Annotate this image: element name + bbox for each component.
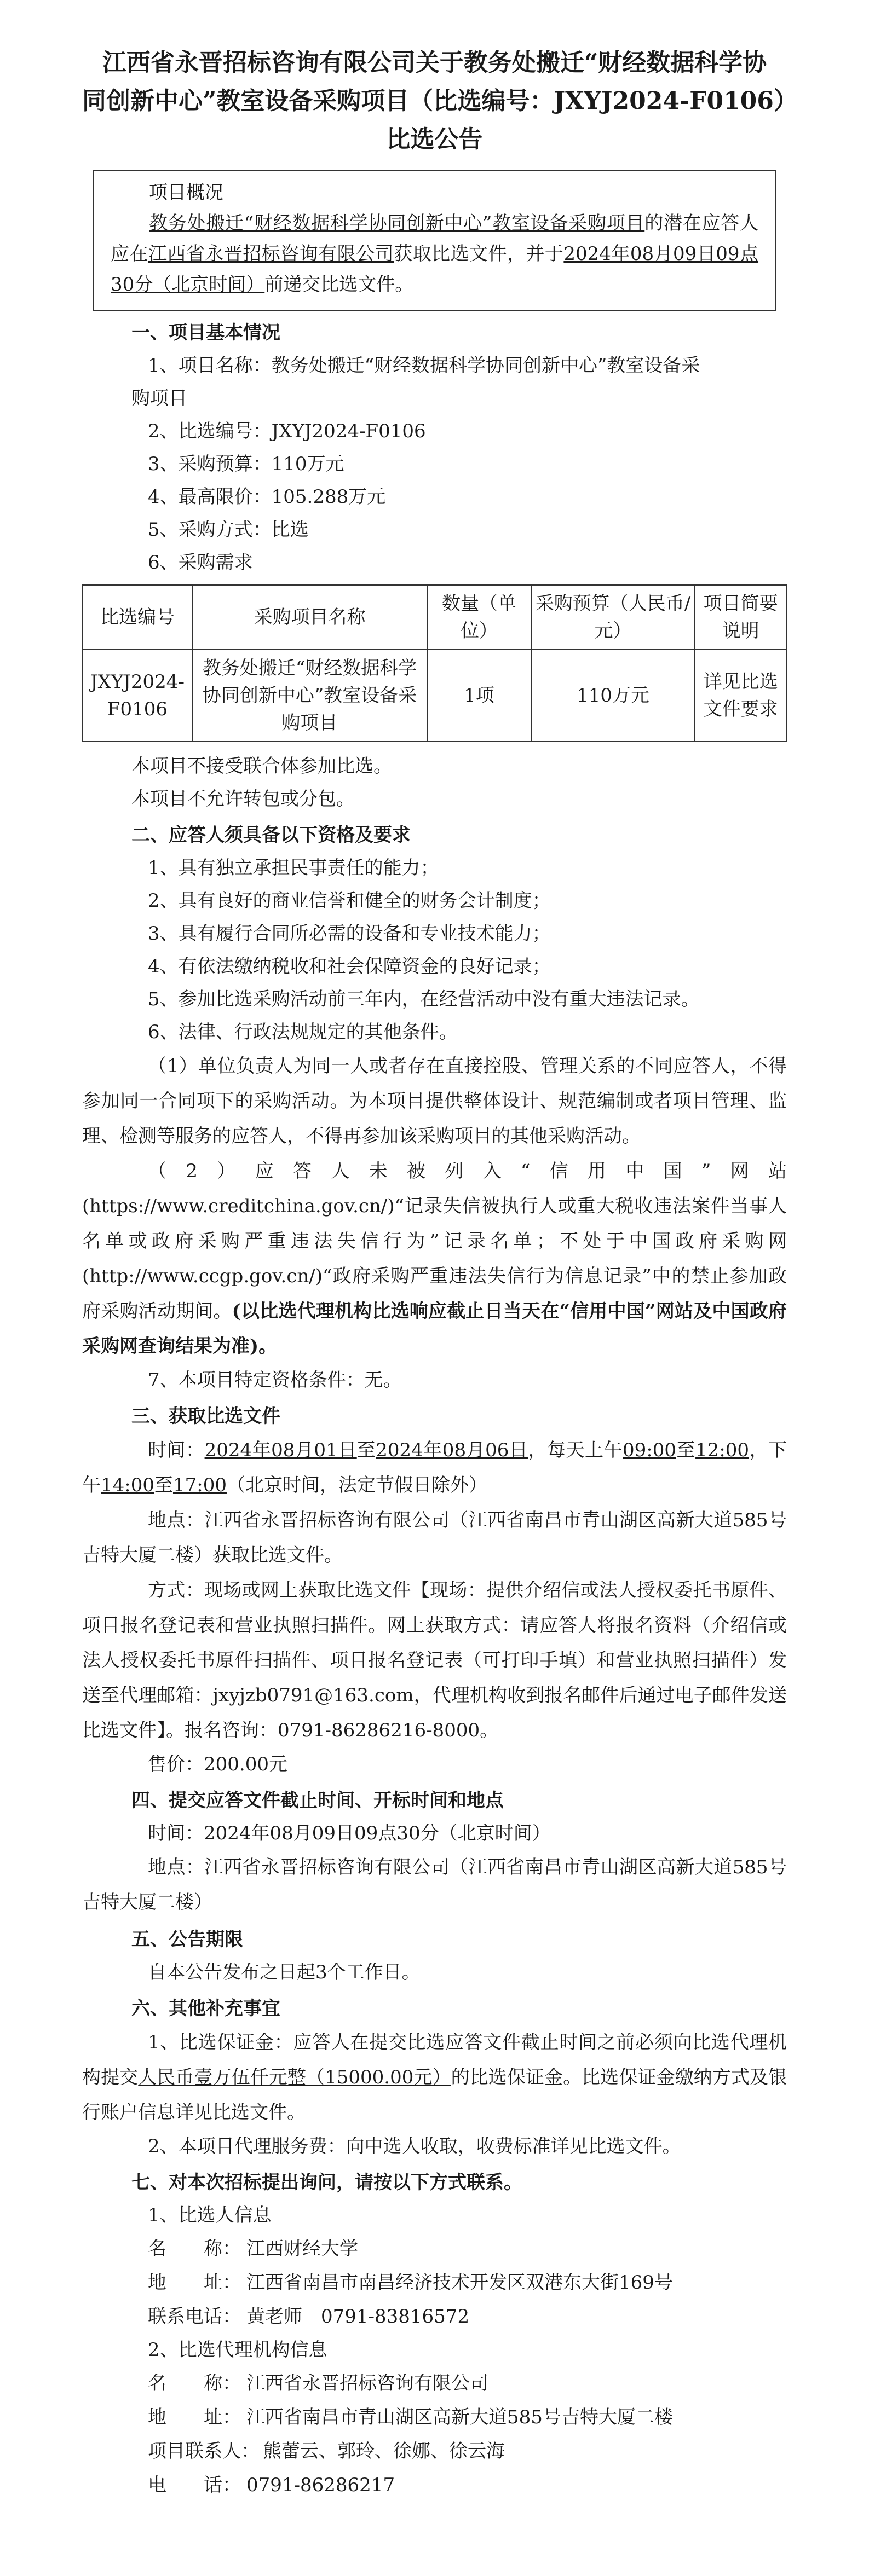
overview-deadline: 2024年08月09日09点30分（北京时间） [111,243,759,296]
document-price: 售价：200.00元 [148,1753,287,1775]
section-4-heading: 四、提交应答文件截止时间、开标时间和地点 [131,1790,504,1811]
deposit-text: 1、比选保证金：应答人在提交比选应答文件截止时间之前必须向比选代理机构提交 [82,2031,787,2088]
morning-end: 12:00 [695,1439,750,1461]
label: 项目联系人： [148,2440,260,2462]
label: 名 称： [148,2372,241,2394]
agency-phone: 0791-86286217 [246,2474,395,2496]
note-no-consortium: 本项目不接受联合体参加比选。 [131,755,392,777]
start-date: 2024年08月01日 [204,1439,357,1461]
obtain-time [82,1433,787,1503]
overview-text-part: 前递交比选文件。 [264,274,414,296]
time-note: （北京时间，法定节假日除外） [226,1474,487,1496]
qualification-2: 2、具有良好的商业信誉和健全的财务会计制度； [148,890,551,912]
deposit-clause [82,2025,787,2130]
table-header: 采购预算（人民币/元） [531,585,695,650]
afternoon-start: 14:00 [101,1474,154,1496]
procurement-table [82,584,787,742]
agency-contacts: 熊蕾云、郭玲、徐娜、徐云海 [263,2440,505,2462]
section-5-heading: 五、公告期限 [131,1929,243,1950]
qualification-clause-2 [82,1154,787,1364]
morning-start: 09:00 [623,1439,676,1461]
afternoon-label: ，下午 [82,1439,787,1496]
section-1-heading: 一、项目基本情况 [131,322,280,344]
procurement-method: 5、采购方式：比选 [148,519,309,541]
qualification-3: 3、具有履行合同所必需的设备和专业技术能力； [148,923,551,945]
note-no-subcontract: 本项目不允许转包或分包。 [131,788,355,810]
project-budget: 3、采购预算：110万元 [148,453,344,475]
section-7-heading: 七、对本次招标提出询问，请按以下方式联系。 [131,2172,522,2193]
project-overview-box [93,170,776,311]
agency-name-row [82,2366,787,2400]
overview-agency: 江西省永晋招标咨询有限公司 [148,243,394,265]
submission-place: 地点：江西省永晋招标咨询有限公司（江西省南昌市青山湖区高新大道585号吉特大厦二楼） [82,1856,787,1913]
agency-name: 江西省永晋招标咨询有限公司 [246,2372,488,2394]
submission-time: 时间：2024年08月09日09点30分（北京时间） [148,1822,551,1844]
label: 地 址： [148,2272,241,2294]
label: 电 话： [148,2474,241,2496]
qualification-clause-1: （1）单位负责人为同一人或者存在直接控股、管理关系的不同应答人，不得参加同一合同项下的采购活动。为本项目提供整体设计、规范编制或者项目管理、监理、检测等服务的应答人，不得再参加该采购项目的其他采购活动。 [82,1055,787,1147]
range-sep: 至 [356,1439,376,1461]
table-header: 项目简要说明 [695,585,786,650]
label: 联系电话： [148,2306,241,2328]
table-cell: 详见比选文件要求 [695,650,786,742]
label: 名 称： [148,2238,241,2260]
agency-info-heading: 2、比选代理机构信息 [148,2339,327,2361]
section-6-heading: 六、其他补充事宜 [131,1998,280,2019]
project-name-line-1: 1、项目名称：教务处搬迁“财经数据科学协同创新中心”教室设备采 [148,355,700,377]
obtain-method: 方式：现场或网上获取比选文件【现场：提供介绍信或法人授权委托书原件、项目报名登记表和营业执照扫描件。网上获取方式：请应答人将报名资料（介绍信或法人授权委托书原件扫描件、项目报名登记表（可打印手填）和营业执照扫描件）发送至代理邮箱：jxyjzb0791@163.com，代理机构收到报名邮件后通过电子邮件发送比选文件】。报名咨询：0791-86286216-8000。 [82,1579,787,1741]
overview-text-part: 获取比选文件，并于 [394,243,564,265]
buyer-name-row [82,2232,787,2266]
agency-address-row [82,2400,787,2434]
end-date: 2024年08月06日 [376,1439,528,1461]
buyer-phone: 黄老师 0791-83816572 [246,2306,470,2328]
table-cell: 110万元 [531,650,695,742]
range-sep: 至 [154,1474,173,1496]
credit-check-basis: (以比选代理机构比选响应截止日当天在“信用中国”网站及中国政府采购网查询结果为准)。 [82,1300,787,1357]
qualification-6: 6、法律、行政法规规定的其他条件。 [148,1021,458,1043]
procurement-needs: 6、采购需求 [148,552,253,574]
obtain-place: 地点：江西省永晋招标咨询有限公司（江西省南昌市青山湖区高新大道585号吉特大厦二楼）获取比选文件。 [82,1509,787,1566]
title-line-3: 比选公告 [386,125,483,153]
table-cell: 1项 [427,650,531,742]
service-fee: 2、本项目代理服务费：向中选人收取，收费标准详见比选文件。 [148,2135,681,2157]
credit-check-text: （2）应答人未被列入“信用中国”网站(https://www.creditchina.gov.cn/)“记录失信被执行人或重大税收违法案件当事人名单或政府采购严重违法失信行为”记录名单；不处于中国政府采购网(http://www.ccgp.gov.cn/)“政府采购严重违法失信行为信息记录”中的禁止参加政府采购活动期间。 [82,1160,787,1322]
title-line-1: 江西省永晋招标咨询有限公司关于教务处搬迁“财经数据科学协 [102,49,767,77]
qualification-1: 1、具有独立承担民事责任的能力； [148,857,439,879]
buyer-phone-row [82,2300,787,2334]
agency-contact-row [82,2434,787,2468]
title-line-2: 同创新中心”教室设备采购项目（比选编号：JXYJ2024-F0106） [82,87,798,115]
agency-address: 江西省南昌市青山湖区高新大道585号吉特大厦二楼 [246,2406,673,2428]
table-header: 数量（单位） [427,585,531,650]
project-number: 2、比选编号：JXYJ2024-F0106 [148,420,426,442]
time-label: 时间： [148,1439,205,1461]
document-title [82,44,798,159]
buyer-address: 江西省南昌市南昌经济技术开发区双港东大街169号 [246,2272,673,2294]
project-name-line-2: 购项目 [131,387,187,409]
morning-label: ，每天上午 [528,1439,623,1461]
qualification-4: 4、有依法缴纳税收和社会保障资金的良好记录； [148,956,551,977]
section-3-heading: 三、获取比选文件 [131,1405,280,1427]
buyer-name: 江西财经大学 [246,2238,358,2260]
table-cell: JXYJ2024-F0106 [83,650,192,742]
buyer-info-heading: 1、比选人信息 [148,2204,272,2226]
table-cell: 教务处搬迁“财经数据科学协同创新中心”教室设备采购项目 [192,650,427,742]
label: 地 址： [148,2406,241,2428]
buyer-address-row [82,2266,787,2300]
table-row [83,650,786,742]
table-header: 比选编号 [83,585,192,650]
table-header: 采购项目名称 [192,585,427,650]
announcement-period: 自本公告发布之日起3个工作日。 [148,1961,421,1983]
overview-heading: 项目概况 [149,182,223,204]
qualification-7: 7、本项目特定资格条件：无。 [148,1369,402,1391]
section-2-heading: 二、应答人须具备以下资格及要求 [131,824,411,846]
price-limit: 4、最高限价：105.288万元 [148,486,386,508]
range-sep: 至 [676,1439,696,1461]
overview-text [111,208,758,300]
overview-text-part: 的潜在应答人应在 [111,212,759,265]
qualification-5: 5、参加比选采购活动前三年内，在经营活动中没有重大违法记录。 [148,988,700,1010]
deposit-amount: 人民币壹万伍仟元整（15000.00元） [138,2066,451,2088]
afternoon-end: 17:00 [172,1474,227,1496]
overview-project-name: 教务处搬迁“财经数据科学协同创新中心”教室设备采购项目 [149,212,645,234]
deposit-text: 的比选保证金。比选保证金缴纳方式及银行账户信息详见比选文件。 [82,2066,787,2123]
agency-phone-row [82,2468,787,2502]
table-header-row [83,585,786,650]
